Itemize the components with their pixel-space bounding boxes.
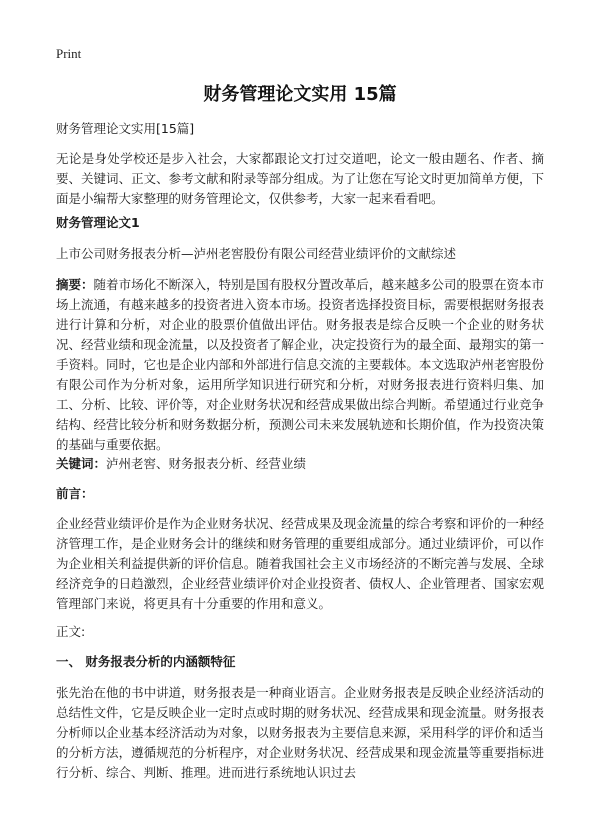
print-label: Print — [56, 46, 82, 61]
keywords-label: 关键词： — [56, 456, 107, 471]
document-subtitle: 财务管理论文实用[15篇] — [56, 121, 195, 136]
section-one-paragraph: 张先治在他的书中讲道，财务报表是一种商业语言。企业财务报表是反映企业经济活动的总结性文件，它是反映企业一定时点或时期的财务状况、经营成果和现金流量。财务报表分析师以企业基本经济活动为对象，以财务报表为主要信息来源，采用科学的评价和适当的分析方法，遵循规范的分析程序，对企业财务状况、经营成果和现金流量等重要指标进行分析、综合、判断、推理。进而进行系统地认识过去 — [56, 685, 544, 780]
abstract-paragraph — [56, 275, 544, 455]
keywords-line — [56, 454, 544, 474]
body-label: 正文: — [56, 624, 86, 639]
page-title: 财务管理论文实用 15篇 — [203, 84, 397, 105]
intro-paragraph: 无论是身处学校还是步入社会，大家都跟论文打过交道吧，论文一般由题名、作者、摘要、关键词、正文、参考文献和附录等部分组成。为了让您在写论文时更加简单方便，下面是小编帮大家整理的财务管理论文，仅供参考，大家一起来看看吧。 — [56, 151, 544, 206]
section-one-heading: 一、 财务报表分析的内涵额特征 — [56, 654, 236, 669]
keywords-text: 泸州老窖、财务报表分析、经营业绩 — [106, 456, 307, 471]
abstract-label: 摘要： — [56, 277, 94, 292]
paper-title: 上市公司财务报表分析—泸州老窖股份有限公司经营业绩评价的文献综述 — [56, 246, 457, 261]
abstract-text: 随着市场化不断深入，特别是国有股权分置改革后，越来越多公司的股票在资本市场上流通，有越来越多的投资者进入资本市场。投资者选择投资目标，需要根据财务报表进行计算和分析，对企业的股票价值做出评估。财务报表是综合反映一个企业的财务状况、经营业绩和现金流量，以及投资者了解企业，决定投资行为的最全面、最翔实的第一手资料。同时，它也是企业内部和外部进行信息交流的主要载体。本文选取泸州老窖股份有限公司作为分析对象，运用所学知识进行研究和分析，对财务报表进行资料归集、加工、分析、比较、评价等，对企业财务状况和经营成果做出综合判断。希望通过行业竞争结构、经营比较分析和财务数据分析，预测公司未来发展轨迹和长期价值，作为投资决策的基础与重要依据。 — [56, 277, 544, 452]
preface-heading: 前言： — [56, 486, 94, 501]
preface-paragraph: 企业经营业绩评价是作为企业财务状况、经营成果及现金流量的综合考察和评价的一种经济管理工作，是企业财务会计的继续和财务管理的重要组成部分。通过业绩评价，可以作为企业相关利益提供新的评价信息。随着我国社会主义市场经济的不断完善与发展、全球经济竞争的日趋激烈，企业经营业绩评价对企业投资者、债权人、企业管理者、国家宏观管理部门来说，将更具有十分重要的作用和意义。 — [56, 516, 544, 611]
section-heading-1: 财务管理论文1 — [56, 215, 140, 230]
